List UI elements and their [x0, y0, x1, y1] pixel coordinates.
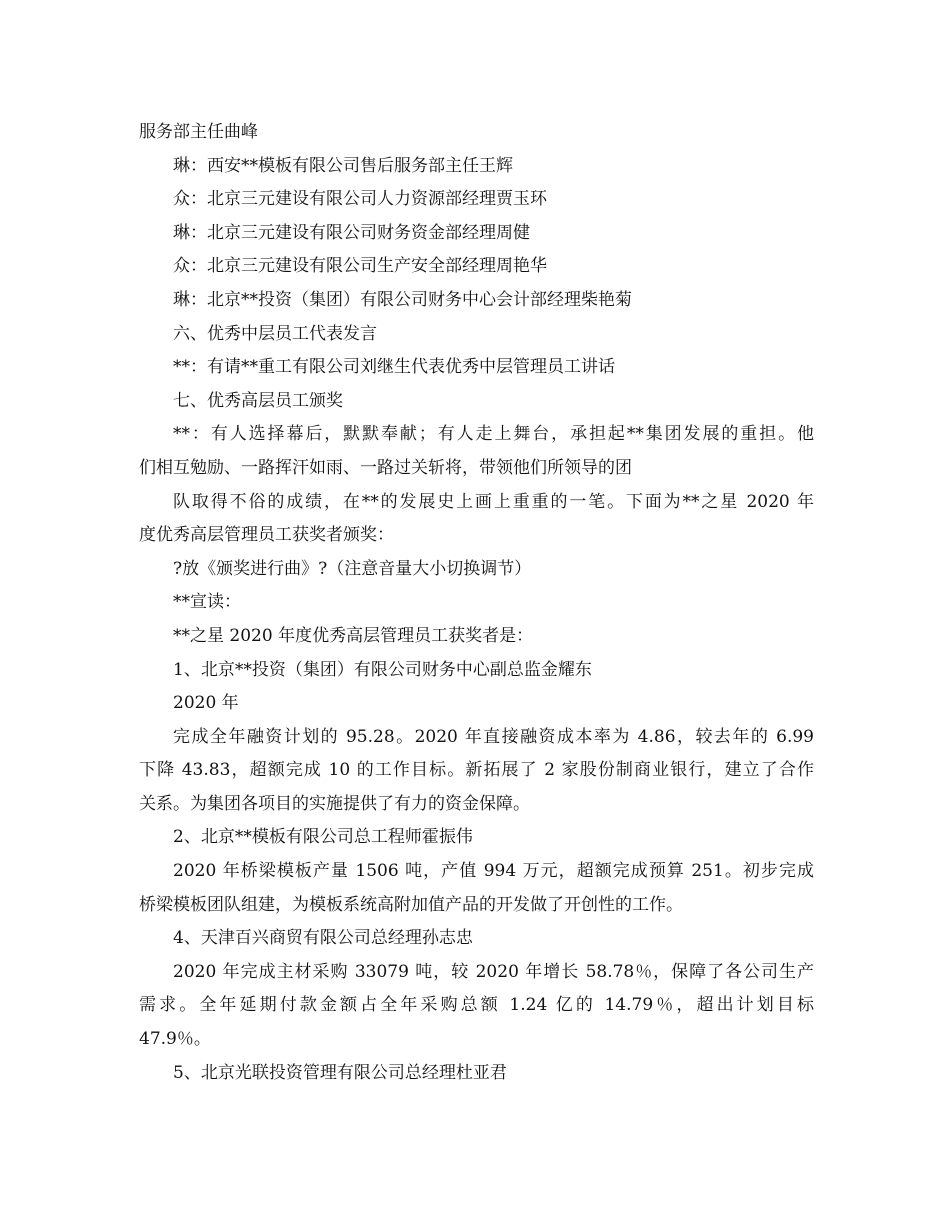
document-body	[139, 116, 814, 1090]
text-line: **：有请**重工有限公司刘继生代表优秀中层管理员工讲话	[173, 357, 615, 378]
list-item: 4、天津百兴商贸有限公司总经理孙志忠	[173, 928, 473, 949]
list-item: 5、北京光联投资管理有限公司总经理杜亚君	[173, 1062, 507, 1083]
list-item: 2、北京**模板有限公司总工程师霍振伟	[173, 827, 473, 848]
text-line: 下降 43.83，超额完成 10 的工作目标。新拓展了 2 家股份制商业银行，建立了合作	[139, 760, 814, 781]
text-line: 众：北京三元建设有限公司生产安全部经理周艳华	[173, 256, 547, 277]
text-line: 2020 年完成主材采购 33079 吨，较 2020 年增长 58.78％，保障了各公司生产	[173, 961, 814, 982]
text-line: 琳：北京**投资（集团）有限公司财务中心会计部经理柴艳菊	[173, 289, 632, 310]
text-line: 琳：西安**模板有限公司售后服务部主任王辉	[173, 155, 513, 176]
text-line: 需求。全年延期付款金额占全年采购总额 1.24 亿的 14.79％，超出计划目标	[139, 995, 814, 1016]
text-line: 度优秀高层管理员工获奖者颁奖：	[139, 525, 394, 546]
text-line: 琳：北京三元建设有限公司财务资金部经理周健	[173, 222, 530, 243]
text-line: 桥梁模板团队组建，为模板系统高附加值产品的开发做了开创性的工作。	[139, 894, 683, 915]
text-line: 关系。为集团各项目的实施提供了有力的资金保障。	[139, 793, 530, 814]
text-line: 队取得不俗的成绩，在**的发展史上画上重重的一笔。下面为**之星 2020 年	[173, 491, 814, 512]
text-line: 2020 年桥梁模板产量 1506 吨，产值 994 万元，超额完成预算 251。初步完成	[173, 861, 814, 882]
text-line: 们相互勉励、一路挥汗如雨、一路过关斩将，带领他们所领导的团	[139, 457, 632, 478]
text-line: 服务部主任曲峰	[139, 122, 258, 142]
text-line: **宣读：	[173, 592, 241, 613]
section-heading: 七、优秀高层员工颁奖	[173, 390, 343, 411]
text-line: **之星 2020 年度优秀高层管理员工获奖者是：	[173, 625, 534, 646]
text-line: 47.9％。	[139, 1029, 211, 1050]
text-line: **：有人选择幕后，默默奉献；有人走上舞台，承担起**集团发展的重担。他	[173, 424, 814, 445]
text-line: 2020 年	[173, 693, 239, 714]
text-line: 完成全年融资计划的 95.28。2020 年直接融资成本率为 4.86，较去年的 6.99	[173, 726, 814, 747]
text-line: 众：北京三元建设有限公司人力资源部经理贾玉环	[173, 189, 547, 210]
section-heading: 六、优秀中层员工代表发言	[173, 323, 377, 344]
list-item: 1、北京**投资（集团）有限公司财务中心副总监金耀东	[173, 659, 592, 680]
text-line: ?放《颁奖进行曲》?（注意音量大小切换调节）	[173, 558, 532, 579]
